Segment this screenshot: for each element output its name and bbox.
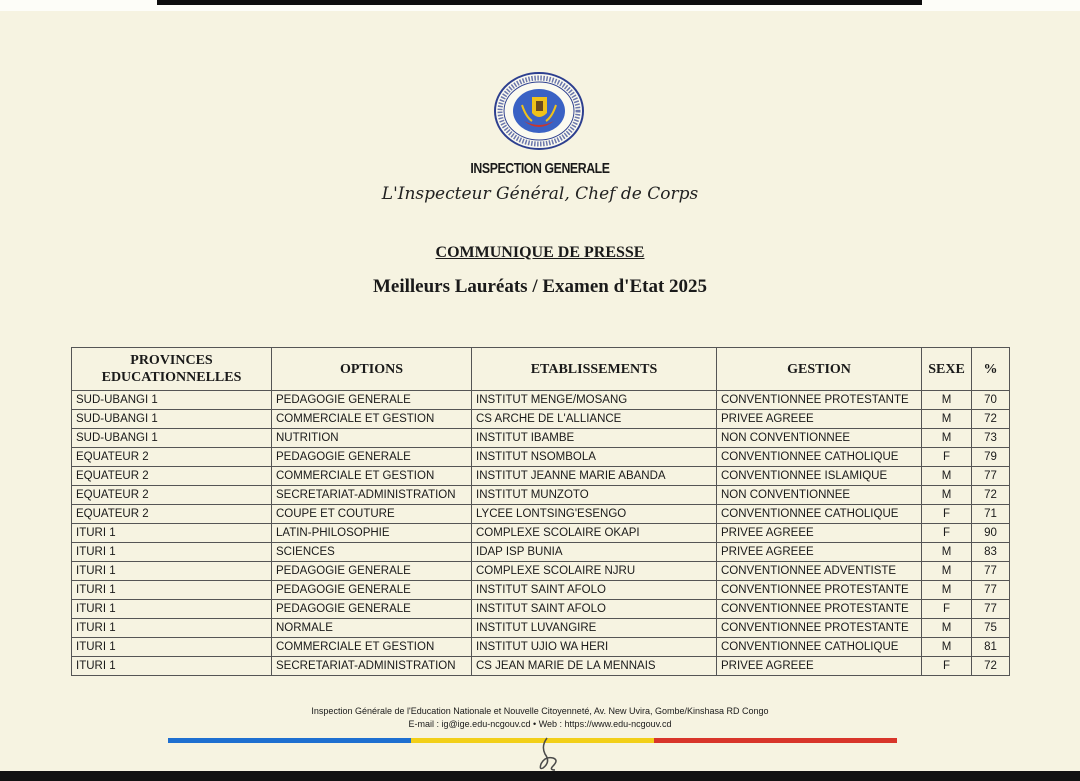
cell-province: EQUATEUR 2 [72, 486, 272, 505]
cell-province: ITURI 1 [72, 638, 272, 657]
table-row [72, 657, 1010, 676]
top-frame-bar [157, 0, 922, 5]
table-row [72, 391, 1010, 410]
table-row [72, 505, 1010, 524]
cell-etablissement: INSTITUT JEANNE MARIE ABANDA [472, 467, 717, 486]
cell-percent: 77 [972, 562, 1010, 581]
cell-option: COMMERCIALE ET GESTION [272, 638, 472, 657]
cell-gestion: CONVENTIONNEE PROTESTANTE [717, 600, 922, 619]
cell-etablissement: CS JEAN MARIE DE LA MENNAIS [472, 657, 717, 676]
header-provinces: PROVINCES EDUCATIONNELLES [72, 348, 272, 391]
cell-sexe: M [922, 562, 972, 581]
table-row [72, 410, 1010, 429]
header-gestion: GESTION [717, 348, 922, 391]
cell-etablissement: CS ARCHE DE L'ALLIANCE [472, 410, 717, 429]
cell-option: NUTRITION [272, 429, 472, 448]
table-row [72, 581, 1010, 600]
laureates-table [71, 347, 1010, 676]
cell-province: SUD-UBANGI 1 [72, 429, 272, 448]
cell-option: COUPE ET COUTURE [272, 505, 472, 524]
cell-option: PEDAGOGIE GENERALE [272, 562, 472, 581]
cell-sexe: M [922, 429, 972, 448]
institution-name: INSPECTION GENERALE [470, 160, 610, 177]
cell-percent: 75 [972, 619, 1010, 638]
cell-percent: 72 [972, 657, 1010, 676]
cell-option: NORMALE [272, 619, 472, 638]
cell-sexe: F [922, 524, 972, 543]
communique-heading: COMMUNIQUE DE PRESSE [435, 244, 645, 261]
table-row [72, 543, 1010, 562]
table-row [72, 429, 1010, 448]
cell-option: PEDAGOGIE GENERALE [272, 391, 472, 410]
cell-etablissement: COMPLEXE SCOLAIRE NJRU [472, 562, 717, 581]
cell-option: PEDAGOGIE GENERALE [272, 448, 472, 467]
cell-option: COMMERCIALE ET GESTION [272, 467, 472, 486]
cell-sexe: M [922, 543, 972, 562]
cell-option: PEDAGOGIE GENERALE [272, 581, 472, 600]
footer-contact: E-mail : ig@ige.edu-ncgouv.cd • Web : https://www.edu-ncgouv.cd [408, 719, 672, 729]
signature-mark [533, 736, 565, 772]
cell-etablissement: INSTITUT IBAMBE [472, 429, 717, 448]
cell-option: SECRETARIAT-ADMINISTRATION [272, 486, 472, 505]
table-row [72, 600, 1010, 619]
cell-gestion: CONVENTIONNEE PROTESTANTE [717, 619, 922, 638]
cell-percent: 72 [972, 410, 1010, 429]
cell-sexe: M [922, 467, 972, 486]
cell-percent: 77 [972, 467, 1010, 486]
cell-province: ITURI 1 [72, 600, 272, 619]
cell-province: SUD-UBANGI 1 [72, 410, 272, 429]
cell-option: LATIN-PHILOSOPHIE [272, 524, 472, 543]
table-row [72, 562, 1010, 581]
cell-sexe: M [922, 638, 972, 657]
cell-sexe: M [922, 410, 972, 429]
flag-stripe-red [654, 738, 897, 743]
document-title: Meilleurs Lauréats / Examen d'Etat 2025 [372, 276, 708, 297]
cell-percent: 77 [972, 600, 1010, 619]
cell-province: EQUATEUR 2 [72, 505, 272, 524]
table-row [72, 486, 1010, 505]
cell-etablissement: INSTITUT NSOMBOLA [472, 448, 717, 467]
header-options: OPTIONS [272, 348, 472, 391]
cell-sexe: F [922, 505, 972, 524]
cell-percent: 73 [972, 429, 1010, 448]
bottom-frame [0, 771, 1080, 781]
flag-stripe-blue [168, 738, 411, 743]
cell-province: SUD-UBANGI 1 [72, 391, 272, 410]
footer-address: Inspection Générale de l'Education Nationale et Nouvelle Citoyenneté, Av. New Uvira, Gombe/Kinshasa RD Congo [311, 706, 769, 716]
cell-etablissement: INSTITUT SAINT AFOLO [472, 600, 717, 619]
cell-percent: 70 [972, 391, 1010, 410]
cell-sexe: M [922, 486, 972, 505]
signatory-title: L'Inspecteur Général, Chef de Corps [381, 184, 699, 204]
cell-province: ITURI 1 [72, 581, 272, 600]
cell-option: SECRETARIAT-ADMINISTRATION [272, 657, 472, 676]
cell-etablissement: LYCEE LONTSING'ESENGO [472, 505, 717, 524]
cell-percent: 77 [972, 581, 1010, 600]
cell-etablissement: INSTITUT UJIO WA HERI [472, 638, 717, 657]
table-row [72, 619, 1010, 638]
header-percent: % [972, 348, 1010, 391]
cell-percent: 71 [972, 505, 1010, 524]
cell-gestion: CONVENTIONNEE CATHOLIQUE [717, 448, 922, 467]
cell-option: PEDAGOGIE GENERALE [272, 600, 472, 619]
cell-gestion: PRIVEE AGREEE [717, 524, 922, 543]
cell-sexe: F [922, 600, 972, 619]
cell-etablissement: INSTITUT MUNZOTO [472, 486, 717, 505]
cell-gestion: CONVENTIONNEE ISLAMIQUE [717, 467, 922, 486]
cell-gestion: PRIVEE AGREEE [717, 657, 922, 676]
cell-gestion: PRIVEE AGREEE [717, 410, 922, 429]
table-header-row [72, 348, 1010, 391]
cell-gestion: CONVENTIONNEE PROTESTANTE [717, 391, 922, 410]
cell-sexe: F [922, 448, 972, 467]
cell-gestion: CONVENTIONNEE CATHOLIQUE [717, 505, 922, 524]
table-row [72, 448, 1010, 467]
ministry-seal-logo [492, 71, 586, 151]
cell-province: EQUATEUR 2 [72, 448, 272, 467]
cell-percent: 83 [972, 543, 1010, 562]
cell-percent: 81 [972, 638, 1010, 657]
table-row [72, 467, 1010, 486]
cell-province: ITURI 1 [72, 619, 272, 638]
table-row [72, 524, 1010, 543]
cell-gestion: CONVENTIONNEE ADVENTISTE [717, 562, 922, 581]
cell-percent: 79 [972, 448, 1010, 467]
header-etablissements: ETABLISSEMENTS [472, 348, 717, 391]
cell-sexe: M [922, 619, 972, 638]
cell-option: SCIENCES [272, 543, 472, 562]
cell-province: ITURI 1 [72, 657, 272, 676]
cell-etablissement: IDAP ISP BUNIA [472, 543, 717, 562]
cell-sexe: M [922, 581, 972, 600]
cell-province: ITURI 1 [72, 543, 272, 562]
cell-sexe: F [922, 657, 972, 676]
cell-gestion: NON CONVENTIONNEE [717, 429, 922, 448]
cell-option: COMMERCIALE ET GESTION [272, 410, 472, 429]
header-sexe: SEXE [922, 348, 972, 391]
table-row [72, 638, 1010, 657]
cell-gestion: PRIVEE AGREEE [717, 543, 922, 562]
cell-gestion: CONVENTIONNEE PROTESTANTE [717, 581, 922, 600]
cell-gestion: CONVENTIONNEE CATHOLIQUE [717, 638, 922, 657]
cell-province: EQUATEUR 2 [72, 467, 272, 486]
cell-etablissement: INSTITUT SAINT AFOLO [472, 581, 717, 600]
cell-sexe: M [922, 391, 972, 410]
cell-province: ITURI 1 [72, 562, 272, 581]
cell-etablissement: COMPLEXE SCOLAIRE OKAPI [472, 524, 717, 543]
cell-etablissement: INSTITUT MENGE/MOSANG [472, 391, 717, 410]
cell-percent: 72 [972, 486, 1010, 505]
top-frame [0, 0, 1080, 11]
cell-gestion: NON CONVENTIONNEE [717, 486, 922, 505]
cell-province: ITURI 1 [72, 524, 272, 543]
cell-etablissement: INSTITUT LUVANGIRE [472, 619, 717, 638]
cell-percent: 90 [972, 524, 1010, 543]
